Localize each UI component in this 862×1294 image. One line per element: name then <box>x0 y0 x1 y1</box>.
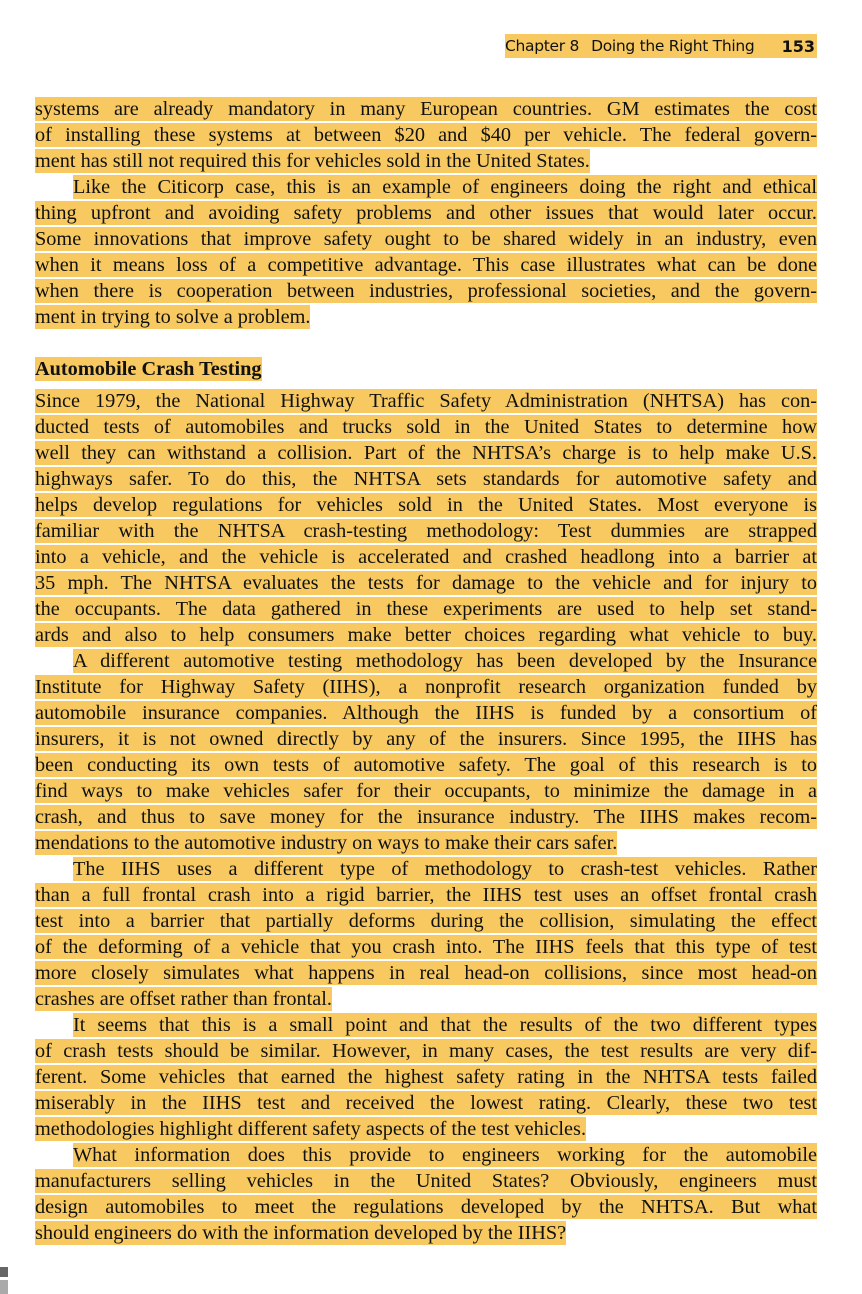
text-line: mendations to the automotive industry on ways to make their cars safer. <box>35 832 618 854</box>
text-line: systems are already mandatory in many European countries. GM estimates the cost <box>35 98 817 120</box>
text-line: 35 mph. The NHTSA evaluates the tests for damage to the vehicle and for injury to <box>35 572 817 594</box>
text-line: crashes are offset rather than frontal. <box>35 988 332 1010</box>
page-edge-marker-dark <box>0 1267 8 1277</box>
paragraph <box>35 1012 817 1142</box>
text-line: been conducting its own tests of automotive safety. The goal of this research is to <box>35 754 817 776</box>
text-line: miserably in the IIHS test and received the lowest rating. Clearly, these two test <box>35 1092 817 1114</box>
text-line: than a full frontal crash into a rigid barrier, the IIHS test uses an offset frontal crash <box>35 884 817 906</box>
paragraph <box>35 388 817 648</box>
text-line: into a vehicle, and the vehicle is accelerated and crashed headlong into a barrier at <box>35 546 817 568</box>
text-line: methodologies highlight different safety aspects of the test vehicles. <box>35 1118 587 1140</box>
text-line: It seems that this is a small point and that the results of the two different types <box>73 1014 817 1036</box>
text-line: ferent. Some vehicles that earned the highest safety rating in the NHTSA tests failed <box>35 1066 817 1088</box>
text-line: familiar with the NHTSA crash-testing methodology: Test dummies are strapped <box>35 520 817 542</box>
text-line: design automobiles to meet the regulations developed by the NHTSA. But what <box>35 1196 817 1218</box>
page-edge-marker-light <box>0 1280 8 1294</box>
text-line: insurers, it is not owned directly by any of the insurers. Since 1995, the IIHS has <box>35 728 817 750</box>
text-line: helps develop regulations for vehicles sold in the United States. Most everyone is <box>35 494 817 516</box>
text-line: Since 1979, the National Highway Traffic Safety Administration (NHTSA) has con- <box>35 390 817 412</box>
paragraph <box>35 96 817 174</box>
text-line: ment in trying to solve a problem. <box>35 306 311 328</box>
text-line: thing upfront and avoiding safety problems and other issues that would later occur. <box>35 202 817 224</box>
page-number: 153 <box>781 36 815 56</box>
text-line: The IIHS uses a different type of methodology to crash-test vehicles. Rather <box>73 858 817 880</box>
text-line: automobile insurance companies. Although the IIHS is funded by a consortium of <box>35 702 817 724</box>
text-line: What information does this provide to engineers working for the automobile <box>73 1144 817 1166</box>
text-line: of the deforming of a vehicle that you crash into. The IIHS feels that this type of test <box>35 936 817 958</box>
text-line: well they can withstand a collision. Part of the NHTSA’s charge is to help make U.S. <box>35 442 817 464</box>
running-header <box>505 34 817 58</box>
text-line: ducted tests of automobiles and trucks sold in the United States to determine how <box>35 416 817 438</box>
text-line: should engineers do with the information developed by the IIHS? <box>35 1222 567 1244</box>
chapter-label: Chapter 8 <box>505 37 580 55</box>
spacer <box>35 330 817 356</box>
text-line: ment has still not required this for vehicles sold in the United States. <box>35 150 590 172</box>
text-line: the occupants. The data gathered in these experiments are used to help set stand- <box>35 598 817 620</box>
text-line: ards and also to help consumers make better choices regarding what vehicle to buy. <box>35 624 817 646</box>
text-line: of installing these systems at between $20 and $40 per vehicle. The federal govern- <box>35 124 817 146</box>
text-line: highways safer. To do this, the NHTSA sets standards for automotive safety and <box>35 468 817 490</box>
text-line: manufacturers selling vehicles in the United States? Obviously, engineers must <box>35 1170 817 1192</box>
chapter-title: Doing the Right Thing <box>591 37 755 55</box>
text-line: A different automotive testing methodology has been developed by the Insurance <box>73 650 817 672</box>
text-line: more closely simulates what happens in real head-on collisions, since most head-on <box>35 962 817 984</box>
page-body <box>35 96 817 1246</box>
paragraph <box>35 856 817 1012</box>
text-line: of crash tests should be similar. However, in many cases, the test results are very dif- <box>35 1040 817 1062</box>
text-line: when it means loss of a competitive advantage. This case illustrates what can be done <box>35 254 817 276</box>
paragraph <box>35 1142 817 1246</box>
text-line: test into a barrier that partially deforms during the collision, simulating the effect <box>35 910 817 932</box>
text-line: Like the Citicorp case, this is an example of engineers doing the right and ethical <box>73 176 817 198</box>
text-line: find ways to make vehicles safer for their occupants, to minimize the damage in a <box>35 780 817 802</box>
section-heading: Automobile Crash Testing <box>35 358 262 380</box>
text-line: when there is cooperation between industries, professional societies, and the govern- <box>35 280 817 302</box>
text-line: Institute for Highway Safety (IIHS), a nonprofit research organization funded by <box>35 676 817 698</box>
text-line: Some innovations that improve safety ought to be shared widely in an industry, even <box>35 228 817 250</box>
paragraph <box>35 648 817 856</box>
text-line: crash, and thus to save money for the insurance industry. The IIHS makes recom- <box>35 806 817 828</box>
paragraph <box>35 174 817 330</box>
